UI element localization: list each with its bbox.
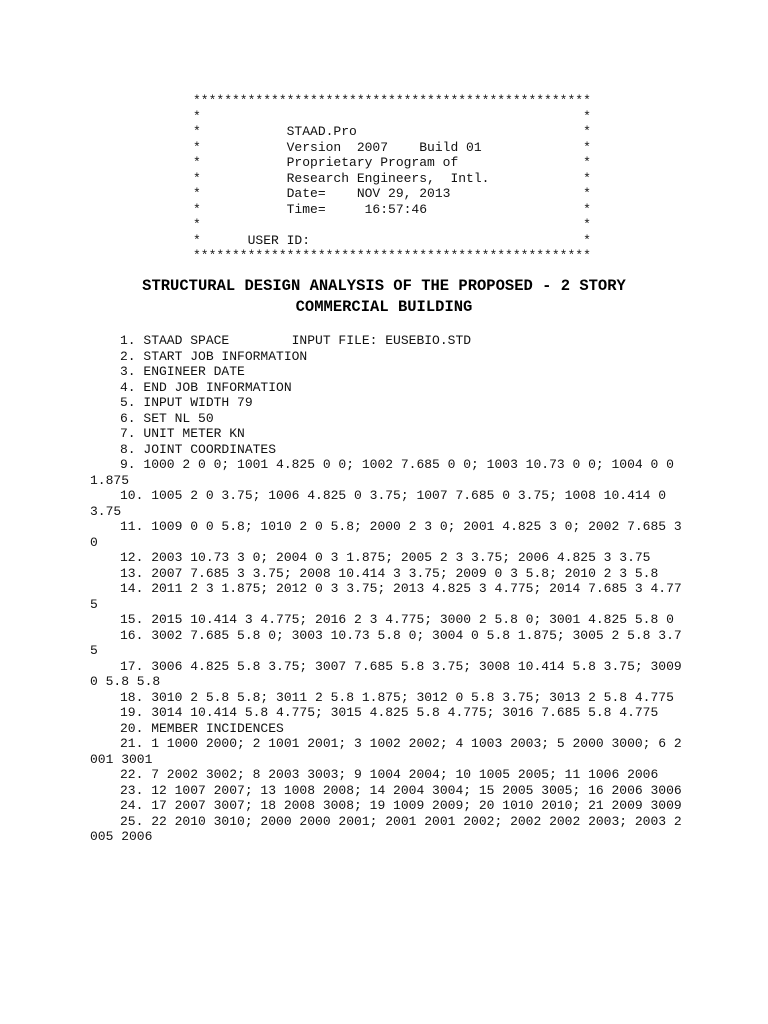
listing-line: 9. 1000 2 0 0; 1001 4.825 0 0; 1002 7.685 0 0; 1003 10.73 0 0; 1004 0 0 1.875 xyxy=(90,457,682,488)
header-company: * Research Engineers, Intl. * xyxy=(193,170,591,186)
header-blank-line: * * xyxy=(193,108,591,124)
header-date: * Date= NOV 29, 2013 * xyxy=(193,186,591,201)
report-title-line-1: STRUCTURAL DESIGN ANALYSIS OF THE PROPOSED - 2 STORY xyxy=(142,277,626,295)
listing-line: 10. 1005 2 0 3.75; 1006 4.825 0 3.75; 1007 7.685 0 3.75; 1008 10.414 0 3.75 xyxy=(90,488,674,519)
listing-line: 12. 2003 10.73 3 0; 2004 0 3 1.875; 2005 2 3 3.75; 2006 4.825 3 3.75 xyxy=(120,550,651,565)
listing-line: 20. MEMBER INCIDENCES xyxy=(120,720,284,736)
input-command-listing xyxy=(90,333,690,845)
listing-line: 18. 3010 2 5.8 5.8; 3011 2 5.8 1.875; 3012 0 5.8 3.75; 3013 2 5.8 4.775 xyxy=(120,689,674,705)
listing-line: 16. 3002 7.685 5.8 0; 3003 10.73 5.8 0; 3004 0 5.8 1.875; 3005 2 5.8 3.75 xyxy=(90,627,682,658)
listing-line: 23. 12 1007 2007; 13 1008 2008; 14 2004 3004; 15 2005 3005; 16 2006 3006 xyxy=(120,782,682,798)
listing-line: 11. 1009 0 0 5.8; 1010 2 0 5.8; 2000 2 3 0; 2001 4.825 3 0; 2002 7.685 3 0 xyxy=(90,519,690,550)
listing-line: 17. 3006 4.825 5.8 3.75; 3007 7.685 5.8 3.75; 3008 10.414 5.8 3.75; 3009 0 5.8 5.8 xyxy=(90,658,690,689)
listing-line: 25. 22 2010 3010; 2000 2000 2001; 2001 2001 2002; 2002 2002 2003; 2003 2005 2006 xyxy=(90,813,682,844)
listing-line: 8. JOINT COORDINATES xyxy=(120,441,277,457)
header-border-bottom: *************************************************** xyxy=(193,248,591,263)
header-border-top: *************************************************** xyxy=(193,93,591,108)
listing-line: 5. INPUT WIDTH 79 xyxy=(120,395,253,410)
listing-line: 22. 7 2002 3002; 8 2003 3003; 9 1004 2004; 10 1005 2005; 11 1006 2006 xyxy=(120,767,659,782)
header-blank-line: * * xyxy=(193,217,591,232)
header-user-id: * USER ID: * xyxy=(193,232,591,248)
listing-line: 7. UNIT METER KN xyxy=(120,426,245,441)
listing-line: 3. ENGINEER DATE xyxy=(120,364,245,379)
listing-line: 13. 2007 7.685 3 3.75; 2008 10.414 3 3.75; 2009 0 3 5.8; 2010 2 3 5.8 xyxy=(120,565,659,581)
header-program-name: * STAAD.Pro * xyxy=(193,124,591,139)
header-version: * Version 2007 Build 01 * xyxy=(193,139,591,155)
listing-line: 21. 1 1000 2000; 2 1001 2001; 3 1002 2002; 4 1003 2003; 5 2000 3000; 6 2001 3001 xyxy=(90,736,682,767)
report-title xyxy=(0,276,768,318)
program-header-box xyxy=(193,93,591,264)
listing-line: 6. SET NL 50 xyxy=(120,410,214,426)
listing-line: 14. 2011 2 3 1.875; 2012 0 3 3.75; 2013 4.825 3 4.775; 2014 7.685 3 4.775 xyxy=(90,581,682,612)
listing-line: 24. 17 2007 3007; 18 2008 3008; 19 1009 2009; 20 1010 2010; 21 2009 3009 xyxy=(120,798,682,813)
listing-line: 19. 3014 10.414 5.8 4.775; 3015 4.825 5.8 4.775; 3016 7.685 5.8 4.775 xyxy=(120,705,659,720)
listing-line: 1. STAAD SPACE INPUT FILE: EUSEBIO.STD xyxy=(120,333,472,348)
listing-line: 4. END JOB INFORMATION xyxy=(120,379,292,395)
header-proprietary: * Proprietary Program of * xyxy=(193,155,591,170)
listing-line: 15. 2015 10.414 3 4.775; 2016 2 3 4.775; 3000 2 5.8 0; 3001 4.825 5.8 0 xyxy=(120,612,674,627)
header-time: * Time= 16:57:46 * xyxy=(193,201,591,217)
listing-line: 2. START JOB INFORMATION xyxy=(120,348,308,364)
report-title-line-2: COMMERCIAL BUILDING xyxy=(295,298,473,316)
